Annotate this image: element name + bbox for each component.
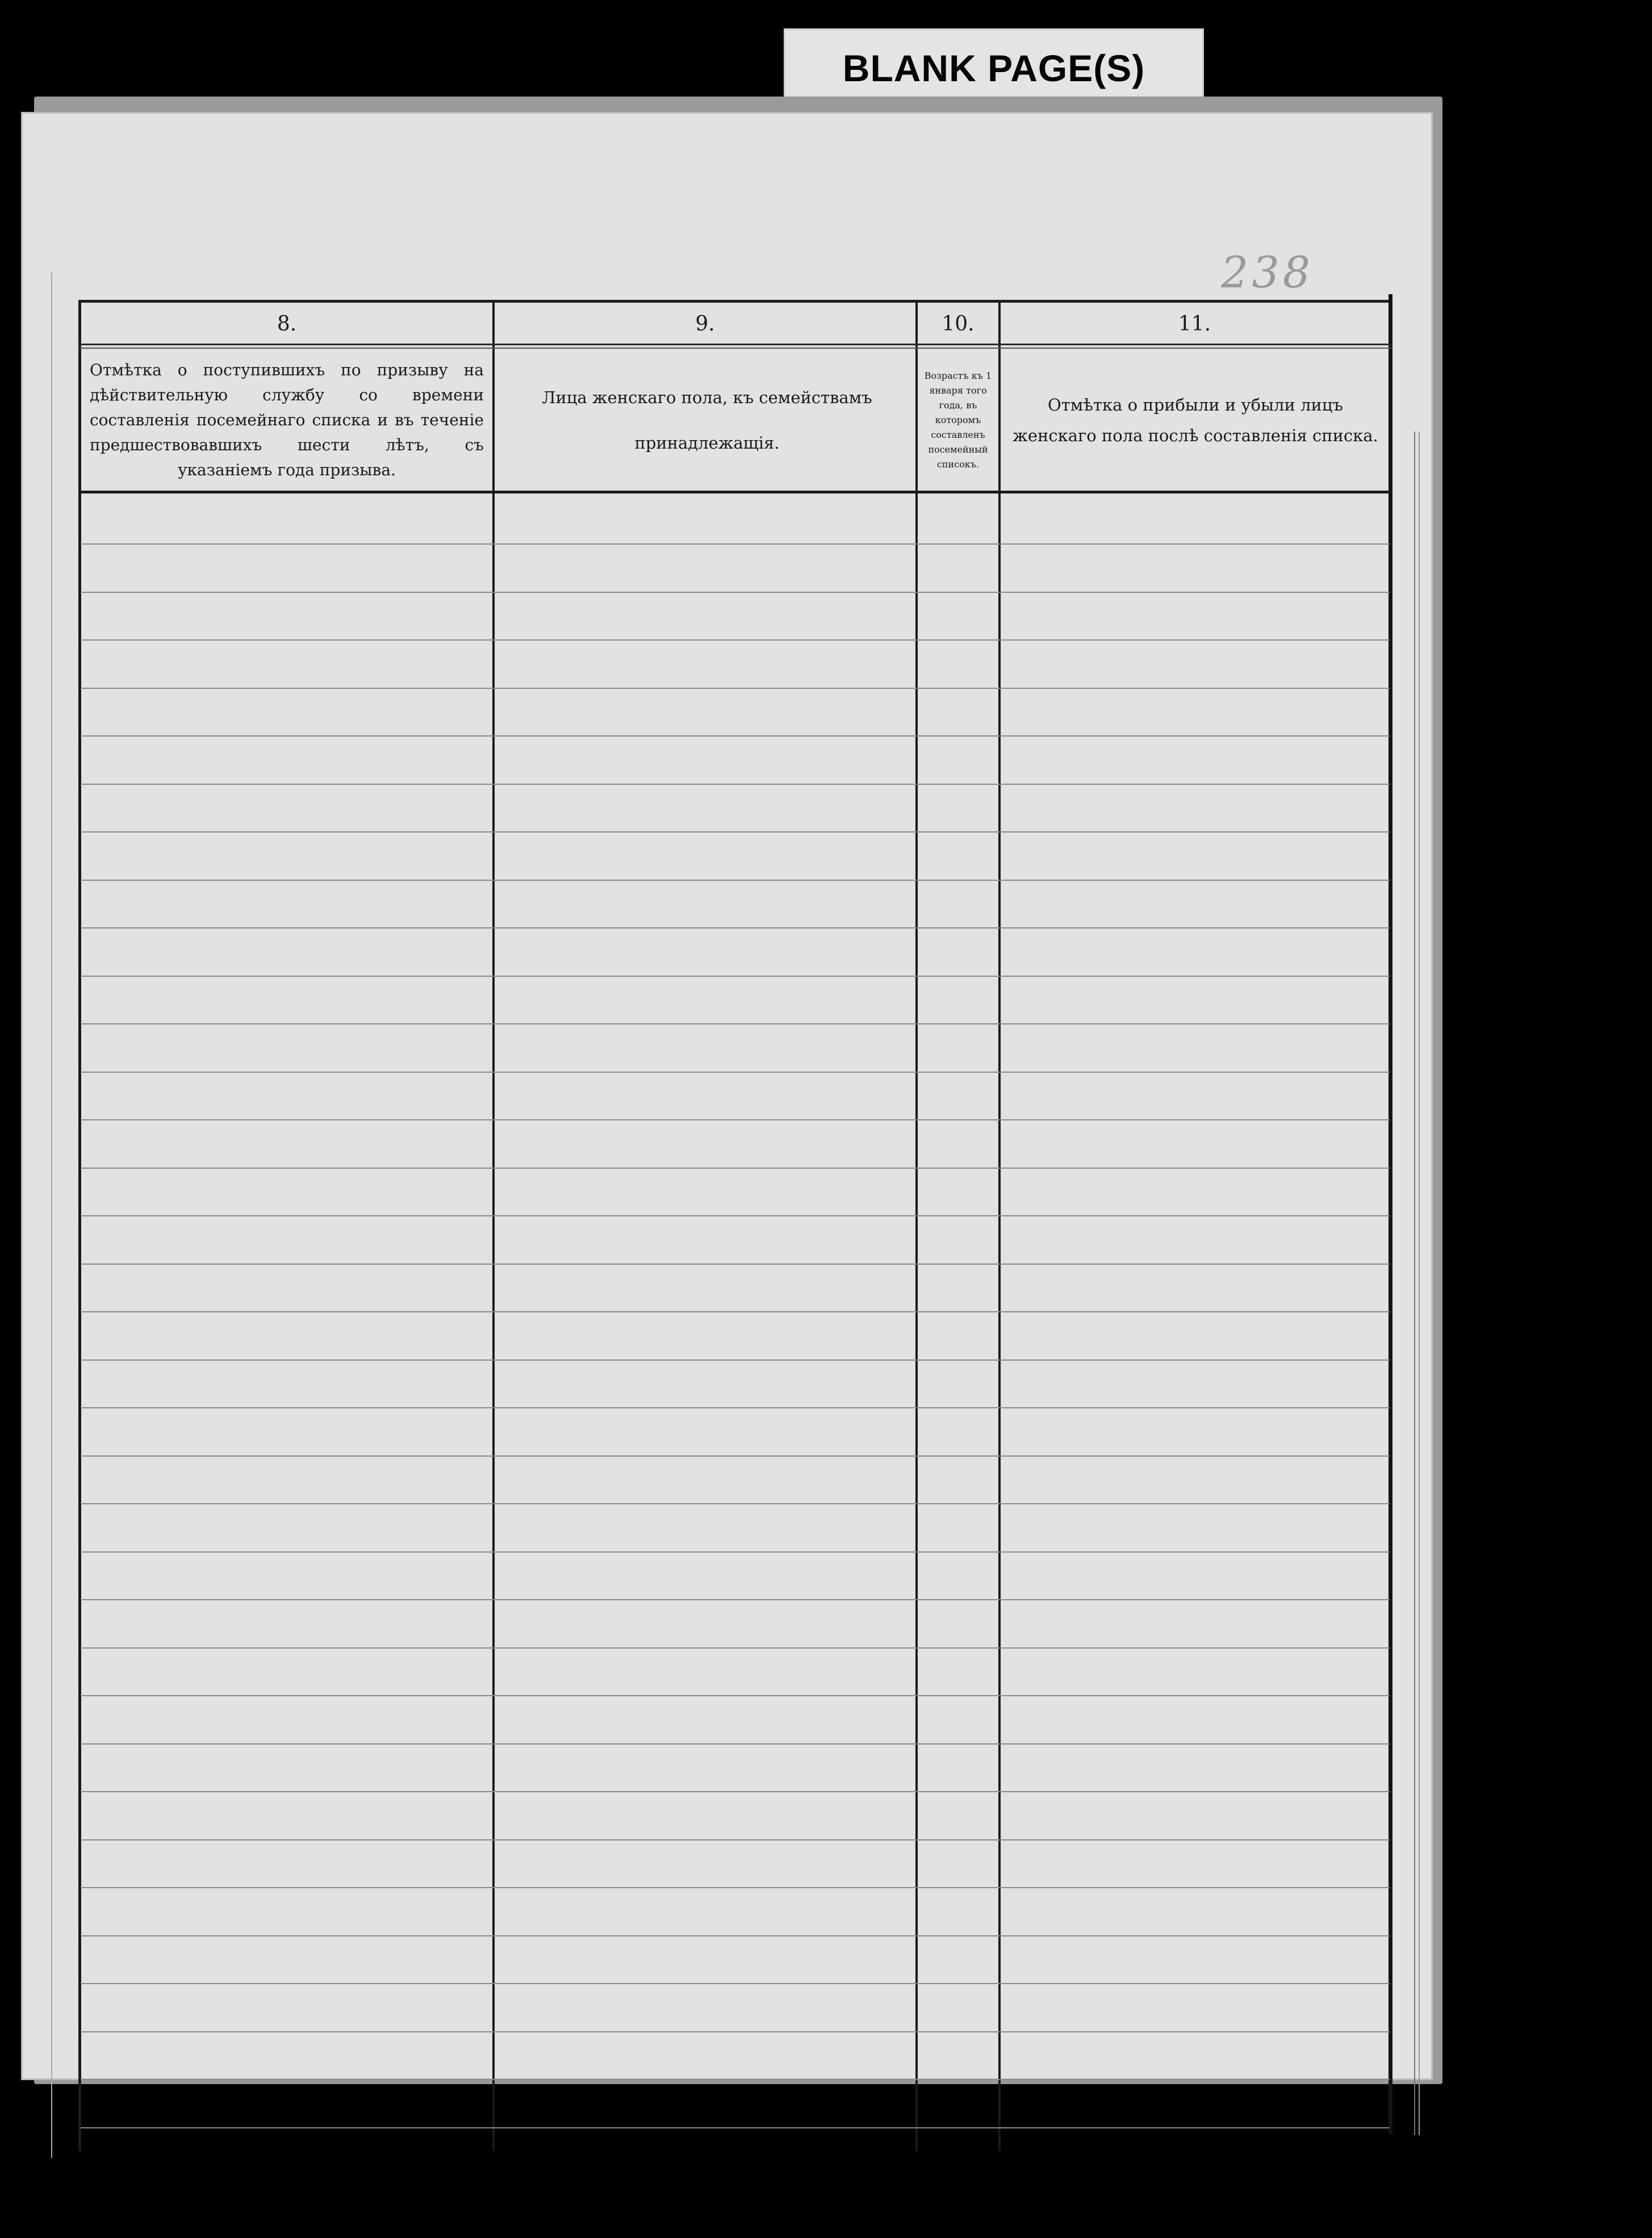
ruled-line: [81, 784, 1390, 785]
blank-page-stamp: [784, 28, 1204, 108]
ruled-line: [81, 1503, 1390, 1504]
ruled-line: [81, 1072, 1390, 1073]
ruled-line: [81, 880, 1390, 881]
column-10-number: 10.: [942, 312, 975, 336]
ruled-line: [81, 1695, 1390, 1696]
column-9-number: 9.: [695, 312, 715, 336]
ruled-line: [81, 543, 1390, 545]
ruled-line: [81, 1551, 1390, 1553]
left-margin-line: [51, 273, 52, 2158]
ruled-line: [81, 1023, 1390, 1024]
column-8-number: 8.: [277, 312, 297, 336]
ruled-line: [81, 1168, 1390, 1169]
ruled-line: [81, 639, 1390, 641]
column-11-number: 11.: [1178, 312, 1211, 336]
ruled-line: [81, 1935, 1390, 1936]
ruled-line: [81, 927, 1390, 928]
column-9-heading: [517, 352, 897, 488]
ruled-line: [81, 1983, 1390, 1984]
ruled-line: [81, 1743, 1390, 1745]
ruled-line: [81, 1455, 1390, 1457]
ruled-line: [81, 1311, 1390, 1312]
column-divider-9-10: [915, 303, 918, 2151]
column-10-heading-text: Возрастъ къ 1 января того года, въ которомъ составленъ посемейный списокъ.: [924, 370, 992, 470]
ruled-line: [81, 735, 1390, 737]
ruled-line: [81, 1647, 1390, 1649]
page-number: 238: [1221, 247, 1314, 298]
ruled-line: [81, 1791, 1390, 1792]
ruled-line: [81, 1839, 1390, 1840]
ruled-line: [81, 2031, 1390, 2032]
column-9-heading-text: Лица женскаго пола, къ семействамъ принадлежащія.: [542, 388, 872, 453]
ruled-line: [81, 976, 1390, 977]
table-frame: [78, 300, 1391, 2151]
column-8-heading: [90, 352, 484, 488]
ledger-page: [23, 114, 1431, 2078]
ruled-line: [81, 1215, 1390, 1216]
ruled-line: [81, 1119, 1390, 1120]
column-divider-8-9: [492, 303, 495, 2151]
header-bottom-rule: [80, 491, 1391, 493]
column-10-heading: [921, 352, 995, 488]
right-margin-lines: [1414, 432, 1420, 2135]
number-row-rule-double: [80, 348, 1391, 349]
ruled-line: [81, 2127, 1390, 2128]
blank-page-stamp-text: BLANK PAGE(S): [842, 47, 1145, 89]
ruled-line: [81, 2079, 1390, 2080]
column-8-heading-text: Отмѣтка о поступившихъ по призыву на дѣйствительную службу со времени составленія посемейнаго списка и въ теченіе предшествовавшихъ шести лѣтъ, съ указаніемъ года призыва.: [90, 361, 484, 479]
ruled-line: [81, 831, 1390, 833]
ruled-line: [81, 688, 1390, 689]
ruled-line: [81, 1599, 1390, 1600]
column-11-heading-text: Отмѣтка о прибыли и убыли лицъ женскаго пола послѣ составленія списка.: [1013, 395, 1378, 445]
ruled-line: [81, 1407, 1390, 1408]
ruled-line: [81, 592, 1390, 593]
table-right-border: [1388, 294, 1392, 2134]
column-11-heading: [1011, 352, 1380, 488]
ruled-line: [81, 1359, 1390, 1361]
column-divider-10-11: [998, 303, 1001, 2151]
number-row-rule: [80, 344, 1391, 345]
ruled-line: [81, 1264, 1390, 1265]
ruled-line: [81, 1887, 1390, 1888]
